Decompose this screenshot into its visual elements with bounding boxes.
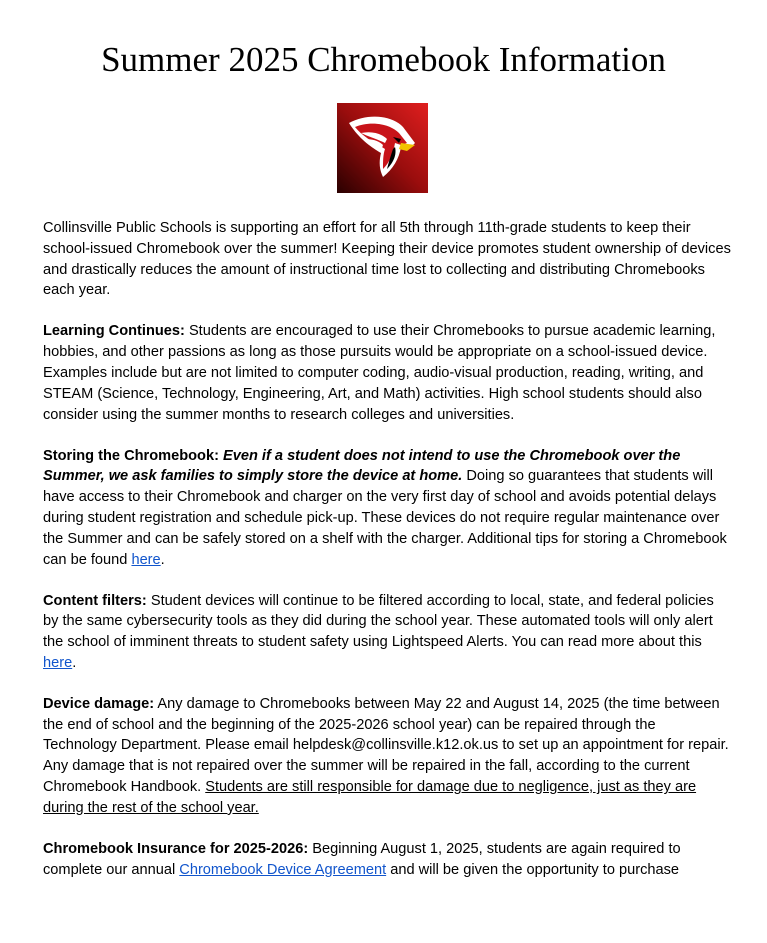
damage-paragraph — [43, 694, 733, 819]
storing-text: Doing so guarantees that students will have access to their Chromebook and charger on the very first day of school and avoids potential delays during student registration and schedule pick-up. These devices do not require regular maintenance over the Summer and can be safely stored on a shelf with the charger. Additional tips for storing a Chromebook can be found — [43, 468, 727, 568]
learning-text: Students are encouraged to use their Chromebooks to pursue academic learning, hobbies, and other passions as long as those pursuits would be appropriate on a school-issued device. Examples include but are not limited to computer coding, audio-visual production, reading, writing, and STEAM (Science, Technology, Engineering, Art, and Math) activities. High school students should also consider using the summer months to research colleges and universities. — [43, 323, 716, 423]
insurance-heading: Chromebook Insurance for 2025-2026: — [43, 840, 309, 857]
storing-after: . — [160, 551, 165, 568]
page-title: Summer 2025 Chromebook Information — [101, 40, 666, 79]
storing-emphasis: Even if a student does not intend to use the Chromebook over the Summer, we ask families to simply store the device at home. — [43, 447, 681, 485]
insurance-paragraph — [43, 839, 733, 881]
learning-paragraph — [43, 321, 733, 425]
storing-tips-link[interactable]: here — [131, 551, 161, 568]
storing-heading: Storing the Chromebook: — [43, 447, 219, 464]
cardinal-logo-icon — [337, 103, 428, 193]
document-body — [43, 218, 733, 901]
storing-paragraph — [43, 446, 733, 571]
damage-text: Any damage to Chromebooks between May 22 and August 14, 2025 (the time between the end of school and the beginning of the 2025-2026 school year) can be repaired through the Technology Department. Please email helpdesk@collinsville.k12.ok.us to set up an appointment for repair. Any damage that is not repaired over the summer will be repaired in the fall, according to the current Chromebook Handbook. — [43, 695, 729, 796]
insurance-after: and will be given the opportunity to purchase — [386, 861, 680, 878]
filters-after: . — [72, 654, 77, 671]
insurance-text: Beginning August 1, 2025, students are again required to complete our annual — [43, 840, 681, 878]
filters-info-link[interactable]: here — [43, 654, 73, 671]
learning-heading: Learning Continues: — [43, 323, 185, 340]
damage-underlined-note: Students are still responsible for damage due to negligence, just as they are during the rest of the school year. — [43, 779, 697, 816]
filters-text: Student devices will continue to be filtered according to local, state, and federal policies by the same cybersecurity tools as they did during the school year. These automated tools will only alert the school of imminent threats to student safety using Lightspeed Alerts. You can read more about this — [43, 592, 714, 651]
damage-heading: Device damage: — [43, 695, 155, 712]
cardinal-logo-svg — [337, 103, 428, 193]
intro-paragraph: Collinsville Public Schools is supporting an effort for all 5th through 11th-grade students to keep their school-issued Chromebook over the summer! Keeping their device promotes student ownership of devices and drastically reduces the amount of instructional time lost to collecting and distributing Chromebooks each year. — [43, 220, 731, 299]
filters-heading: Content filters: — [43, 592, 147, 609]
filters-paragraph — [43, 591, 733, 674]
device-agreement-link[interactable]: Chromebook Device Agreement — [179, 861, 387, 878]
